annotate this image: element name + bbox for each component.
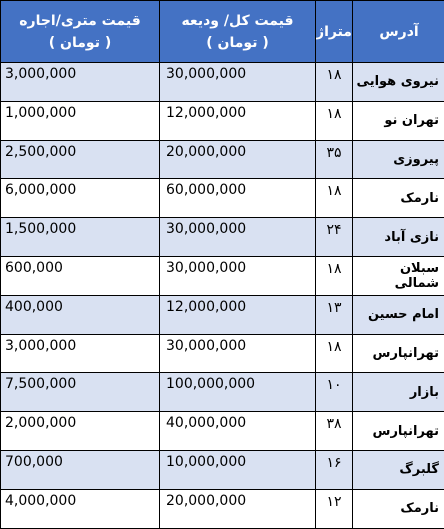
total-deposit-cell: 30,000,000 bbox=[160, 334, 316, 373]
rent-cell: 1,500,000 bbox=[1, 218, 160, 257]
rent-cell: 6,000,000 bbox=[1, 179, 160, 218]
area-cell: ۱۸ bbox=[316, 63, 353, 102]
rent-cell: 2,000,000 bbox=[1, 412, 160, 451]
address-cell: تهرانپارس bbox=[353, 334, 444, 373]
address-cell: نارمک bbox=[353, 489, 444, 528]
total-deposit-cell: 12,000,000 bbox=[160, 101, 316, 140]
table-row bbox=[1, 412, 444, 451]
header-total-unit: ( تومان ) bbox=[206, 34, 269, 51]
area-cell: ۱۲ bbox=[316, 489, 353, 528]
total-deposit-cell: 20,000,000 bbox=[160, 489, 316, 528]
total-deposit-cell: 30,000,000 bbox=[160, 63, 316, 102]
table-row bbox=[1, 373, 444, 412]
rent-cell: 3,000,000 bbox=[1, 334, 160, 373]
header-area: متراژ bbox=[316, 1, 353, 63]
address-cell: نیروی هوایی bbox=[353, 63, 444, 102]
table-row bbox=[1, 101, 444, 140]
address-cell: گلبرگ bbox=[353, 450, 444, 489]
table-row bbox=[1, 334, 444, 373]
address-cell: سبلان شمالی bbox=[353, 256, 444, 295]
address-cell: نارمک bbox=[353, 179, 444, 218]
header-rent-unit: ( تومان ) bbox=[48, 34, 112, 51]
address-cell: بازار bbox=[353, 373, 444, 412]
area-cell: ۲۴ bbox=[316, 218, 353, 257]
address-cell: امام حسین bbox=[353, 295, 444, 334]
table-row bbox=[1, 489, 444, 528]
address-cell: پیروزی bbox=[353, 140, 444, 179]
total-deposit-cell: 30,000,000 bbox=[160, 256, 316, 295]
rent-cell: 4,000,000 bbox=[1, 489, 160, 528]
address-cell: تهران نو bbox=[353, 101, 444, 140]
header-rent-label: قیمت متری/اجاره bbox=[19, 12, 141, 29]
header-total-label: قیمت کل/ ودیعه bbox=[181, 12, 294, 29]
header-row bbox=[1, 1, 444, 63]
area-cell: ۱۶ bbox=[316, 450, 353, 489]
total-deposit-cell: 100,000,000 bbox=[160, 373, 316, 412]
total-deposit-cell: 20,000,000 bbox=[160, 140, 316, 179]
total-deposit-cell: 12,000,000 bbox=[160, 295, 316, 334]
rent-cell: 600,000 bbox=[1, 256, 160, 295]
total-deposit-cell: 10,000,000 bbox=[160, 450, 316, 489]
total-deposit-cell: 30,000,000 bbox=[160, 218, 316, 257]
rent-cell: 3,000,000 bbox=[1, 63, 160, 102]
address-cell: نازی آباد bbox=[353, 218, 444, 257]
table-row bbox=[1, 218, 444, 257]
table-body bbox=[1, 63, 444, 529]
area-cell: ۱۸ bbox=[316, 179, 353, 218]
area-cell: ۱۳ bbox=[316, 295, 353, 334]
area-cell: ۱۸ bbox=[316, 334, 353, 373]
table-row bbox=[1, 256, 444, 295]
area-cell: ۱۰ bbox=[316, 373, 353, 412]
header-rent bbox=[1, 1, 160, 63]
area-cell: ۳۸ bbox=[316, 412, 353, 451]
table-row bbox=[1, 450, 444, 489]
total-deposit-cell: 60,000,000 bbox=[160, 179, 316, 218]
header-total-deposit bbox=[160, 1, 316, 63]
table-row bbox=[1, 179, 444, 218]
table-row bbox=[1, 295, 444, 334]
area-cell: ۱۸ bbox=[316, 256, 353, 295]
rent-cell: 700,000 bbox=[1, 450, 160, 489]
rent-cell: 7,500,000 bbox=[1, 373, 160, 412]
header-address: آدرس bbox=[353, 1, 444, 63]
rent-cell: 400,000 bbox=[1, 295, 160, 334]
rent-cell: 2,500,000 bbox=[1, 140, 160, 179]
address-cell: تهرانپارس bbox=[353, 412, 444, 451]
rent-cell: 1,000,000 bbox=[1, 101, 160, 140]
total-deposit-cell: 40,000,000 bbox=[160, 412, 316, 451]
table-row bbox=[1, 140, 444, 179]
area-cell: ۳۵ bbox=[316, 140, 353, 179]
area-cell: ۱۸ bbox=[316, 101, 353, 140]
table-row bbox=[1, 63, 444, 102]
